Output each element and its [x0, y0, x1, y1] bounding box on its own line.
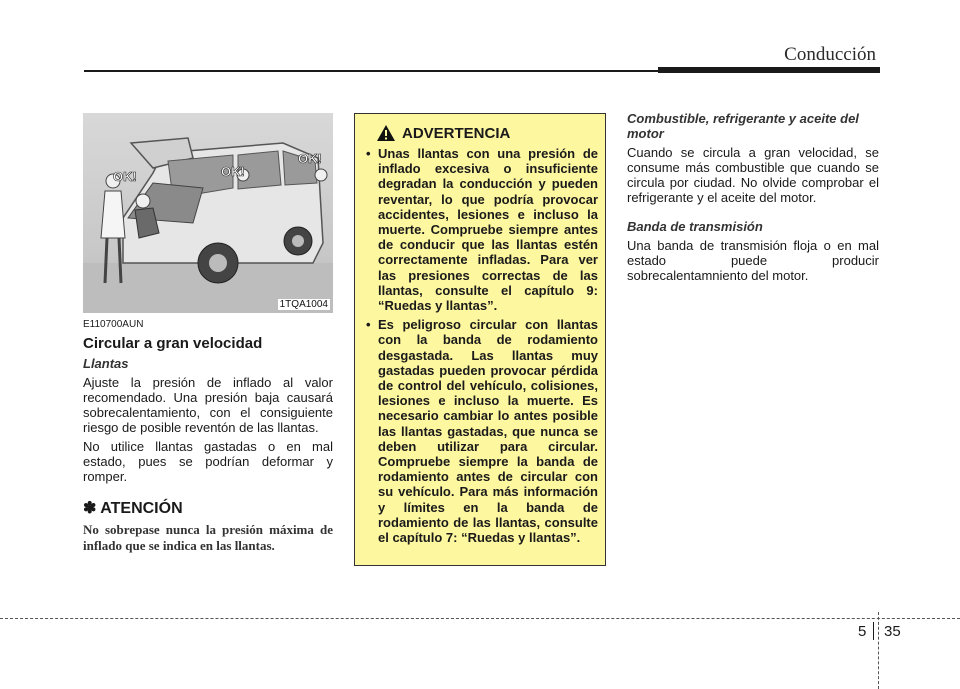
- paragraph: Ajuste la presión de inflado al valor recomendado. Una presión baja causará sobrecalentamiento, con el consiguiente riesgo de posible reventón de las llantas.: [83, 375, 333, 435]
- page-separator: [873, 622, 874, 640]
- belt-text: Una banda de transmisión floja o en mal estado puede producir sobrecalentamniento del motor.: [627, 238, 879, 283]
- ok-label: OK!: [113, 169, 137, 184]
- warning-triangle-icon: [376, 124, 396, 142]
- warning-item: • Es peligroso circular con llantas con la banda de rodamiento desgastada. Las llantas muy gastadas pueden provocar pérdida de control del vehículo, colisiones, lesiones e incluso la muerte. Es necesario cambiar lo antes posible las llantas gastadas, que nunca se deben utilizar para circular. Compruebe siempre la banda de rodamiento antes de circular con su vehículo. Para más información y límites en la banda de rodamiento de las llantas, consulte el capítulo 7: “Ruedas y llantas”.: [364, 317, 598, 545]
- footer-vertical-line: [878, 612, 879, 689]
- van-drawing: [83, 113, 333, 313]
- attention-title: ✽ ATENCIÓN: [83, 500, 183, 517]
- ok-label: OK!: [298, 151, 322, 166]
- section-code: E110700AUN: [83, 319, 144, 330]
- footer-dashed-line: [0, 618, 960, 619]
- header-title: Conducción: [784, 44, 876, 65]
- fuel-title: Combustible, refrigerante y aceite del motor: [627, 111, 859, 141]
- paragraph: No utilice llantas gastadas o en mal estado, pues se podrían deformar y romper.: [83, 439, 333, 484]
- warning-header: [364, 124, 598, 142]
- warning-box: [354, 113, 606, 566]
- figure-caption: 1TQA1004: [279, 299, 328, 310]
- belt-title: Banda de transmisión: [627, 219, 763, 234]
- chapter-number: 5: [858, 623, 867, 640]
- section-title: Circular a gran velocidad: [83, 335, 263, 352]
- attention-text: No sobrepase nunca la presión máxima de inflado que se indica en las llantas.: [83, 522, 333, 553]
- warning-title: ADVERTENCIA: [402, 124, 511, 142]
- page-number: 35: [884, 623, 901, 640]
- right-column: [627, 111, 879, 283]
- car-illustration: [83, 113, 333, 313]
- warning-item: • Unas llantas con una presión de inflado excesiva o insuficiente degradan la conducción y pueden reventar, lo que podría provocar accidentes, lesiones e incluso la muerte. Compruebe siempre antes de conducir que las llantas estén correctamente infladas. Para ver las presiones correctas de las llantas, consulte el capítulo 9: “Ruedas y llantas”.: [364, 146, 598, 313]
- ok-label: OK!: [221, 164, 245, 179]
- header-rule: [84, 70, 658, 72]
- left-column: [83, 113, 333, 554]
- section-subtitle: Llantas: [83, 356, 129, 371]
- header-bar: [658, 67, 880, 73]
- fuel-text: Cuando se circula a gran velocidad, se consume más combustible que cuando se circula por ciudad. No olvide comprobar el refrigerante y el aceite del motor.: [627, 145, 879, 205]
